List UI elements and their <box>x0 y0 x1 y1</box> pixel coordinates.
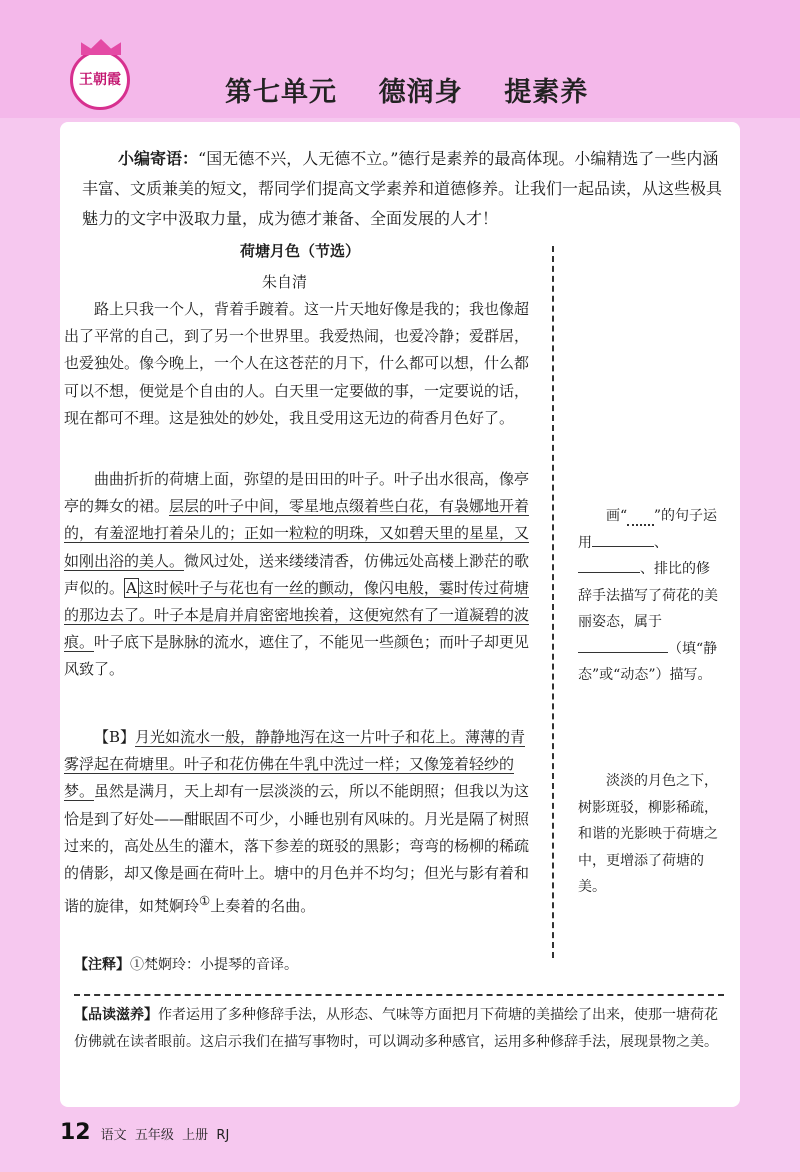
course-info: 语文 五年级 上册 RJ <box>100 1128 230 1143</box>
side-question-text-e: （填“静态”或“动态”）描写。 <box>578 640 718 683</box>
marker-a: A <box>126 578 137 597</box>
brand-logo <box>70 50 130 110</box>
paragraph-2-text-a: 曲曲折折的荷塘上面，弥望的是田田的叶子。叶子出水很高，像亭亭的舞女的裙。 <box>64 470 530 516</box>
article-author: 朱自清 <box>262 273 308 291</box>
appreciation-label: 【品读滋养】 <box>74 1007 158 1023</box>
paragraph-1: 路上只我一个人，背着手踱着。这一片天地好像是我的；我也像超出了平常的自己，到了另一个世界里。我爱热闹，也爱冷静；爱群居，也爱独处。像今晚上，一个人在这苍茫的月下，什么都可以想，什么都可以不想，便觉是个自由的人。白天里一定要做的事，一定要说的话，现在都可不理。这是独处的妙处，我且受用这无边的荷香月色好了。 <box>64 300 530 427</box>
side-question <box>578 503 718 689</box>
logo-text: 王朝霞 <box>79 72 121 88</box>
paragraph-2 <box>64 466 536 684</box>
answer-blank-1[interactable] <box>592 531 654 547</box>
answer-blank-3[interactable] <box>578 637 668 653</box>
side-question-text-b: ”的句子运用 <box>578 508 718 551</box>
appreciation-box <box>74 994 724 1056</box>
footnote-label: 【注释】 <box>74 957 130 973</box>
side-question-text-d: 、排比的修辞手法描写了荷花的美丽姿态，属于 <box>578 561 718 630</box>
paragraph-3-text-b: 虽然是满月，天上却有一层淡淡的云，所以不能朗照；但我以为这恰是到了好处——酣眠固不可少，小睡也别有风味的。月光是隔了树照过来的，高处丛生的灌木，落下参差的斑驳的黑影；弯弯的杨柳的稀疏的倩影，却又像是画在荷叶上。塘中的月色并不均匀；但光与影有着和谐的旋律，如梵婀玲 <box>64 782 530 916</box>
underlined-sentence-2: 这时候叶子与花也有一丝的颤动，像闪电般，霎时传过荷塘的那边去了。叶子本是肩并肩密密地挨着，这便宛然有了一道凝碧的波痕。 <box>64 578 530 652</box>
side-question-text-a: 画“ <box>606 508 628 524</box>
underlined-sentence-1: 层层的叶子中间，零星地点缀着些白花，有袅娜地开着的，有羞涩地打着朵儿的；正如一粒粒的明珠，又如碧天里的星星，又如刚出浴的美人。 <box>64 497 530 570</box>
footnote-text: ①梵婀玲：小提琴的音译。 <box>130 957 298 973</box>
crown-icon <box>81 39 121 55</box>
paragraph-2-text-e: 叶子底下是脉脉的流水，遮住了，不能见一些颜色；而叶子却更见风致了。 <box>64 633 530 679</box>
marker-b: 【B】 <box>94 728 136 746</box>
paragraph-2-text-c: 微风过处，送来缕缕清香，仿佛远处高楼上渺茫的歌声似的。 <box>64 551 530 597</box>
column-divider <box>552 246 554 958</box>
paragraph-3 <box>64 724 536 920</box>
paragraph-3-text-c: 上奏着的名曲。 <box>210 897 316 916</box>
wavy-line-mark <box>627 508 654 526</box>
footnote-ref: ① <box>199 893 211 909</box>
underlined-sentence-3: 月光如流水一般，静静地泻在这一片叶子和花上。薄薄的青雾浮起在荷塘里。叶子和花仿佛在牛乳中洗过一样；又像笼着轻纱的梦。 <box>64 728 526 801</box>
side-comment: 淡淡的月色之下，树影斑驳，柳影稀疏，和谐的光影映于荷塘之中，更增添了荷塘的美。 <box>578 773 718 895</box>
page-footer <box>60 1120 229 1145</box>
answer-blank-2[interactable] <box>578 557 640 573</box>
editor-note <box>82 144 732 234</box>
editor-note-text: “国无德不兴，人无德不立。”德行是素养的最高体现。小编精选了一些内涵丰富、文质兼美的短文，帮同学们提高文学素养和道德修养。让我们一起品读，从这些极具魅力的文字中汲取力量，成为德才兼备、全面发展的人才！ <box>82 149 723 228</box>
footnote <box>74 954 298 974</box>
article-title: 荷塘月色（节选） <box>240 242 361 260</box>
unit-title: 第七单元 德润身 提素养 <box>225 77 589 108</box>
page-header <box>0 0 800 118</box>
editor-note-label: 小编寄语： <box>118 149 199 168</box>
appreciation-text: 作者运用了多种修辞手法，从形态、气味等方面把月下荷塘的美描绘了出来，使那一塘荷花仿佛就在读者眼前。这启示我们在描写事物时，可以调动多种感官，运用多种修辞手法，展现景物之美。 <box>74 1007 718 1050</box>
side-question-text-c: 、 <box>654 534 668 551</box>
page-number: 12 <box>60 1120 91 1145</box>
